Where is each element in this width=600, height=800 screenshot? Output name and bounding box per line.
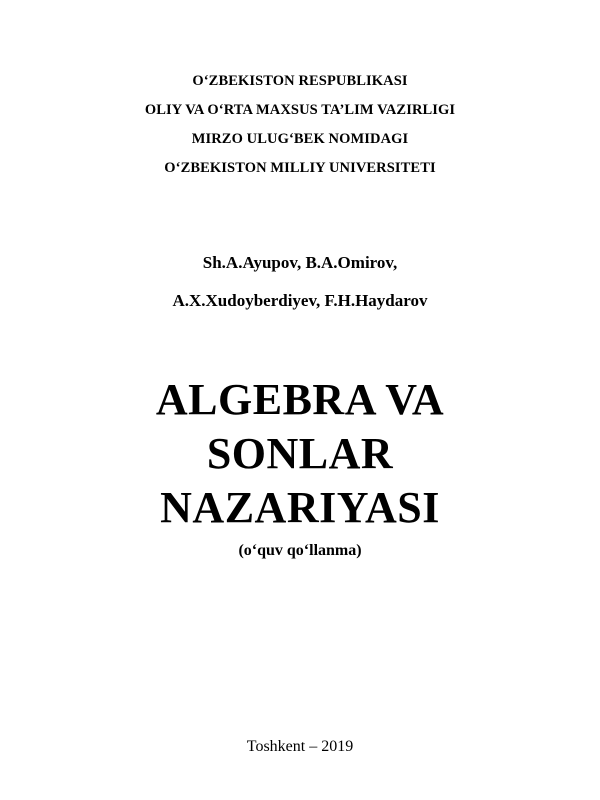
authors-line-2: A.X.Xudoyberdiyev, F.H.Haydarov [172, 291, 428, 310]
header-line-ministry: OLIY VA O‘RTA MAXSUS TA’LIM VAZIRLIGI [144, 102, 456, 118]
authors-block [0, 244, 600, 320]
book-title [0, 373, 600, 535]
header-line-country: O‘ZBEKISTON RESPUBLIKASI [192, 73, 408, 89]
header-line-university: O‘ZBEKISTON MILLIY UNIVERSITETI [164, 160, 436, 176]
title-line-2: SONLAR [206, 429, 394, 478]
book-subtitle: (o‘quv qo‘llanma) [238, 542, 362, 559]
place-and-year: Toshkent – 2019 [246, 738, 354, 755]
institution-header [0, 67, 600, 183]
header-line-namesake: MIRZO ULUG‘BEK NOMIDAGI [191, 131, 409, 147]
title-line-1: ALGEBRA VA [155, 375, 445, 424]
authors-line-1: Sh.A.Ayupov, B.A.Omirov, [202, 253, 398, 272]
title-line-3: NAZARIYASI [160, 483, 440, 532]
